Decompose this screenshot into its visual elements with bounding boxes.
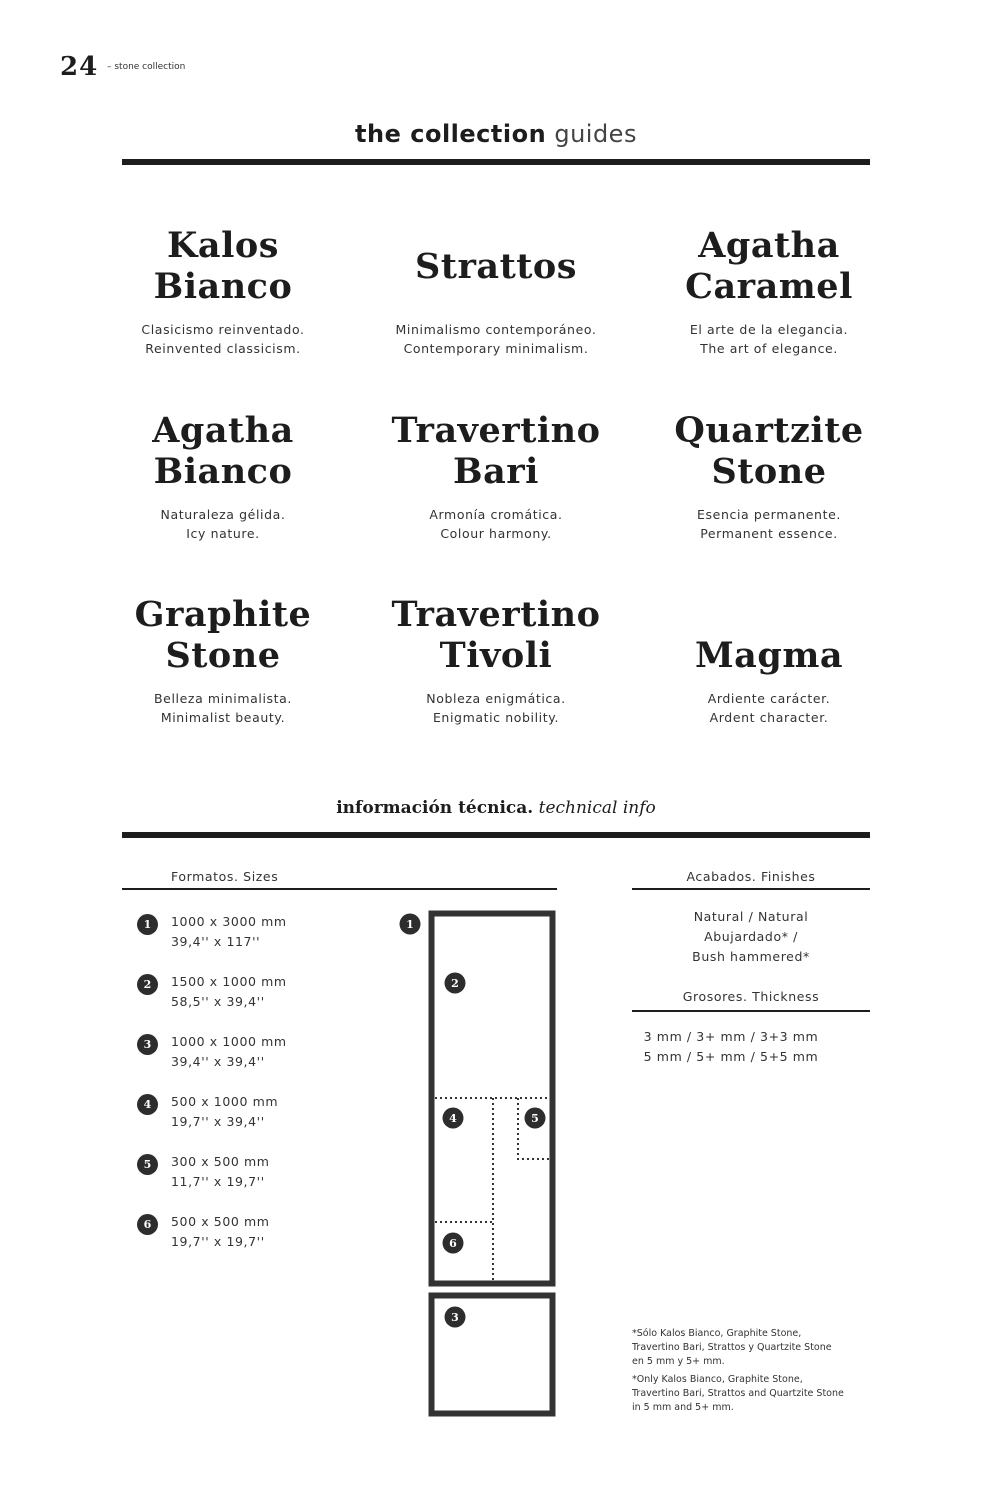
guides-rule (122, 159, 870, 165)
thickness-heading: Grosores. Thickness (682, 989, 820, 1004)
collection-desc: Belleza minimalista. Minimalist beauty. (154, 691, 292, 725)
guides-title-light: guides (554, 120, 637, 148)
size-text: 1000 x 1000 mm 39,4'' x 39,4'' (171, 1034, 287, 1069)
diagram-badge (445, 973, 466, 994)
collection-item (632, 589, 906, 727)
collection-desc: Nobleza enigmática. Enigmatic nobility. (426, 691, 566, 725)
diagram-badge (445, 1307, 466, 1328)
diagram-badge-label: 6 (449, 1237, 457, 1250)
collection-name: Agatha Bianco (152, 410, 294, 492)
collection-name: Agatha Caramel (685, 225, 853, 307)
section-label: – stone collection (107, 62, 186, 72)
diagram-badge (525, 1108, 546, 1129)
size-badge: 6 (137, 1214, 158, 1235)
collection-name: Magma (694, 634, 844, 676)
collection-item (86, 405, 360, 543)
collection-name: Travertino Tivoli (391, 594, 601, 676)
finish-item: Bush hammered* (692, 949, 810, 964)
collection-desc: Esencia permanente. Permanent essence. (697, 507, 841, 541)
collection-desc: Naturaleza gélida. Icy nature. (160, 507, 286, 541)
finishes-rule (632, 888, 870, 890)
collection-desc: El arte de la elegancia. The art of elegance. (689, 322, 849, 356)
size-text: 1000 x 3000 mm 39,4'' x 117'' (171, 914, 287, 949)
page-number: 24 (60, 52, 99, 82)
collection-item (359, 589, 633, 727)
thickness-item: 5 mm / 5+ mm / 5+5 mm (643, 1049, 819, 1064)
collection-name: Travertino Bari (391, 410, 601, 492)
technical-title-es: información técnica. (336, 798, 534, 818)
diagram-badge-label: 1 (406, 918, 414, 931)
diagram-badge-label: 4 (449, 1112, 457, 1125)
guides-title (122, 120, 870, 148)
technical-rule (122, 832, 870, 838)
collection-desc: Armonía cromática. Colour harmony. (429, 507, 563, 541)
collection-desc: Clasicismo reinventado. Reinvented classicism. (141, 322, 305, 356)
finishes-heading: Acabados. Finishes (686, 869, 816, 884)
collection-desc: Minimalismo contemporáneo. Contemporary minimalism. (395, 322, 597, 356)
size-badge: 5 (137, 1154, 158, 1175)
collection-name: Quartzite Stone (674, 410, 864, 492)
collection-name: Graphite Stone (134, 594, 312, 676)
size-badge: 1 (137, 914, 158, 935)
sizes-rule (122, 888, 557, 890)
diagram-badge-label: 5 (531, 1112, 539, 1125)
collection-item (86, 589, 360, 727)
size-text: 500 x 1000 mm 19,7'' x 39,4'' (171, 1094, 279, 1129)
diagram-badge-label: 2 (451, 977, 459, 990)
thickness-rule (632, 1010, 870, 1012)
collection-item (86, 220, 360, 358)
diagram-badge (443, 1233, 464, 1254)
size-text: 500 x 500 mm 19,7'' x 19,7'' (171, 1214, 270, 1249)
thickness-item: 3 mm / 3+ mm / 3+3 mm (643, 1029, 819, 1044)
format-diagram (398, 905, 560, 1421)
size-badge: 2 (137, 974, 158, 995)
collection-item (632, 220, 906, 358)
collection-desc: Ardiente carácter. Ardent character. (707, 691, 831, 725)
size-text: 1500 x 1000 mm 58,5'' x 39,4'' (171, 974, 287, 1009)
footnote-en: *Only Kalos Bianco, Graphite Stone, Travertino Bari, Strattos and Quartzite Stone in 5 mm and 5+ mm. (632, 1374, 844, 1413)
finish-item: Natural / Natural (693, 909, 809, 924)
thickness-list (632, 1027, 830, 1067)
sizes-heading: Formatos. Sizes (171, 869, 279, 884)
collection-item (359, 220, 633, 358)
footnote-es: *Sólo Kalos Bianco, Graphite Stone, Travertino Bari, Strattos y Quartzite Stone en 5 mm y 5+ mm. (632, 1328, 832, 1367)
diagram-badge-label: 3 (451, 1311, 459, 1324)
technical-title-en: technical info (538, 798, 656, 818)
slab-divider (518, 1098, 549, 1159)
size-badge: 3 (137, 1034, 158, 1055)
collection-name: Kalos Bianco (153, 225, 293, 307)
collection-name: Strattos (415, 245, 577, 287)
technical-title (122, 798, 870, 818)
finish-item: Abujardado* / (704, 929, 798, 944)
diagram-badge (443, 1108, 464, 1129)
collection-item (632, 405, 906, 543)
size-text: 300 x 500 mm 11,7'' x 19,7'' (171, 1154, 270, 1189)
collection-item (359, 405, 633, 543)
finishes-list (632, 907, 870, 967)
guides-title-bold: the collection (355, 120, 547, 148)
size-badge: 4 (137, 1094, 158, 1115)
diagram-badge (400, 914, 421, 935)
